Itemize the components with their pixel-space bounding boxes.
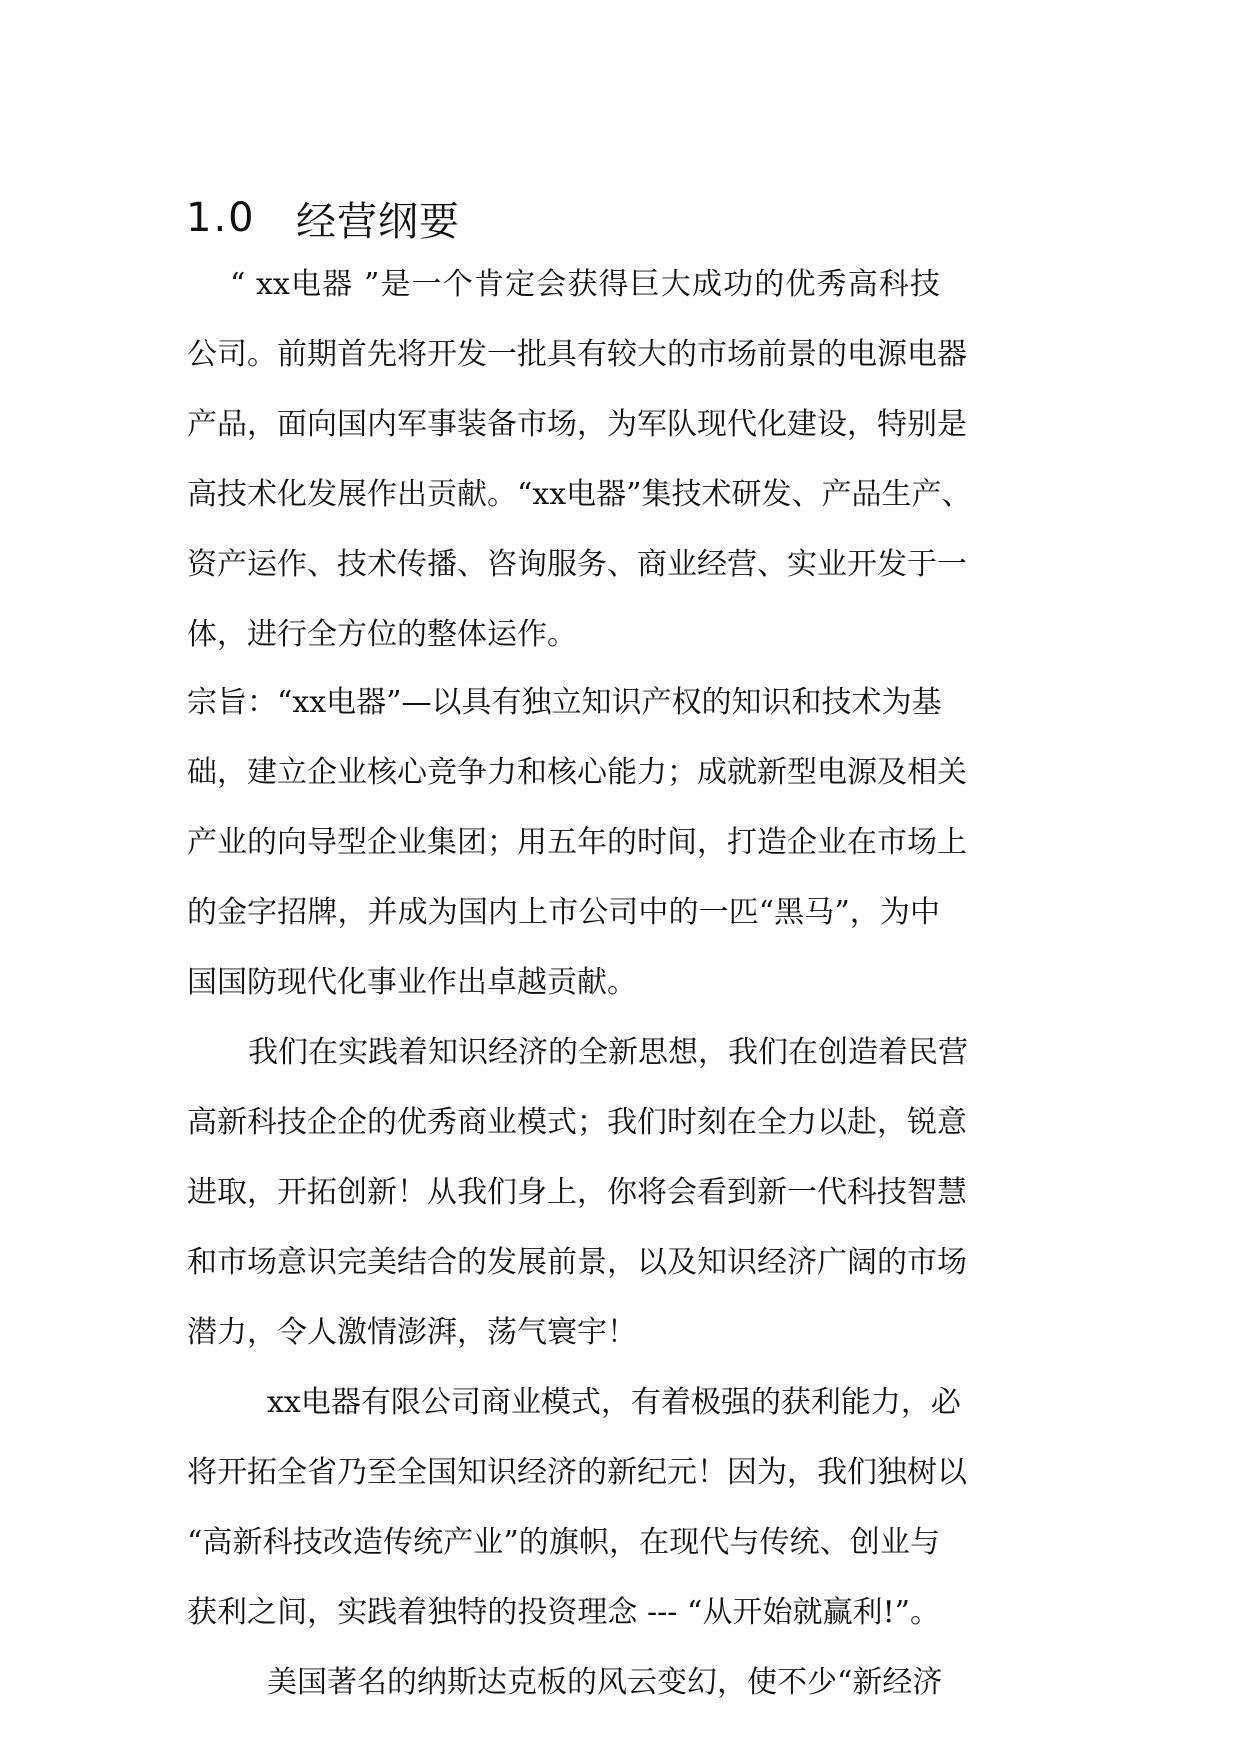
paragraph-line: 体，进行全方位的整体运作。	[187, 617, 577, 652]
paragraph-line: 资产运作、技术传播、咨询服务、商业经营、实业开发于一	[187, 547, 967, 582]
paragraph-line: xx电器有限公司商业模式，有着极强的获利能力，必	[267, 1385, 961, 1420]
paragraph-line: 础，建立企业核心竞争力和核心能力；成就新型电源及相关	[187, 755, 967, 790]
paragraph-line: 获利之间，实践着独特的投资理念 --- “从开始就赢利!”。	[187, 1595, 940, 1630]
paragraph-line: 高新科技企企的优秀商业模式；我们时刻在全力以赴，锐意	[187, 1105, 967, 1140]
paragraph-line: 将开拓全省乃至全国知识经济的新纪元！因为，我们独树以	[187, 1455, 967, 1490]
paragraph-line: 和市场意识完美结合的发展前景，以及知识经济广阔的市场	[187, 1245, 967, 1280]
paragraph-line: 公司。前期首先将开发一批具有较大的市场前景的电源电器	[187, 337, 967, 372]
paragraph-line: 我们在实践着知识经济的全新思想，我们在创造着民营	[248, 1035, 968, 1070]
paragraph-line: 国国防现代化事业作出卓越贡献。	[187, 965, 637, 1000]
paragraph-line: 潜力，令人激情澎湃，荡气寰宇！	[187, 1315, 637, 1350]
paragraph-line: 产业的向导型企业集团；用五年的时间，打造企业在市场上	[187, 825, 967, 860]
paragraph-line: 进取，开拓创新！从我们身上，你将会看到新一代科技智慧	[187, 1175, 967, 1210]
paragraph-line: 美国著名的纳斯达克板的风云变幻，使不少“新经济	[267, 1665, 943, 1700]
paragraph-line: “ xx电器 ”是一个肯定会获得巨大成功的优秀高科技	[230, 267, 940, 302]
paragraph-line: 产品，面向国内军事装备市场，为军队现代化建设，特别是	[187, 407, 967, 442]
section-heading	[186, 188, 460, 248]
section-number: 1.0	[186, 195, 256, 241]
paragraph-line: 高技术化发展作出贡献。“xx电器”集技术研发、产品生产、	[187, 477, 972, 512]
section-title: 经营纲要	[296, 198, 460, 245]
paragraph-line: 宗旨：“xx电器”—以具有独立知识产权的知识和技术为基	[187, 685, 942, 720]
paragraph-line: “高新科技改造传统产业”的旗帜，在现代与传统、创业与	[187, 1525, 940, 1560]
paragraph-line: 的金字招牌，并成为国内上市公司中的一匹“黑马”，为中	[187, 895, 940, 930]
